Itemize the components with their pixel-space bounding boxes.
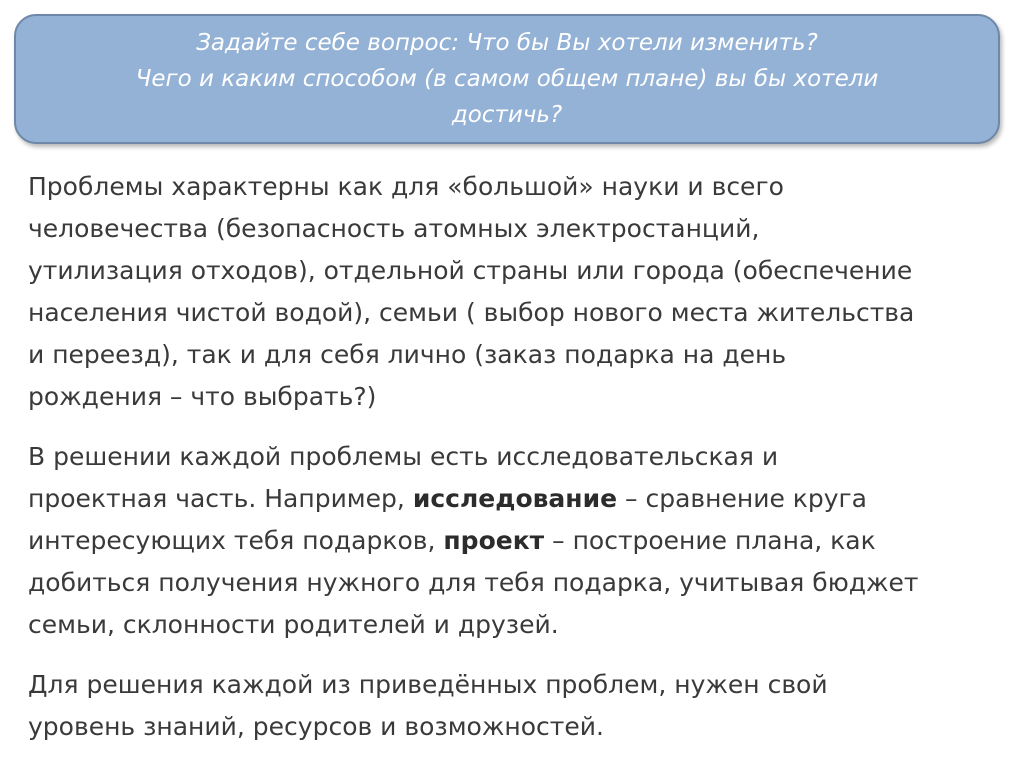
term-research: исследование [412, 484, 618, 513]
text-segment: – построение плана, как [544, 526, 876, 555]
paragraph-line: населения чистой водой), семьи ( выбор нового места жительства [28, 298, 915, 327]
question-line-1: Задайте себе вопрос: Что бы Вы хотели изменить? [196, 30, 818, 56]
text-segment: – сравнение круга [617, 484, 867, 513]
slide-body [28, 166, 1018, 766]
question-line-2: Чего и каким способом (в самом общем плане) вы бы хотели [135, 66, 879, 92]
paragraph-line: семьи, склонности родителей и друзей. [28, 610, 559, 639]
question-callout [14, 14, 1000, 144]
text-segment: интересующих тебя подарков, [28, 526, 444, 555]
paragraph-line: Для решения каждой из приведённых проблем, нужен свой [28, 670, 828, 699]
paragraph-line: добиться получения нужного для тебя подарка, учитывая бюджет [28, 568, 919, 597]
paragraph-line [28, 478, 1018, 520]
paragraph-line: В решении каждой проблемы есть исследовательская и [28, 442, 779, 471]
paragraph-line: утилизация отходов), отдельной страны или города (обеспечение [28, 256, 913, 285]
paragraph-line: и переезд), так и для себя лично (заказ подарка на день [28, 340, 787, 369]
paragraph-line: человечества (безопасность атомных электростанций, [28, 214, 760, 243]
paragraph-line: уровень знаний, ресурсов и возможностей. [28, 712, 604, 741]
question-line-3: достичь? [451, 102, 563, 128]
paragraph-research-project [28, 436, 1018, 646]
paragraph-line [28, 520, 1018, 562]
paragraph-problems [28, 166, 1018, 418]
term-project: проект [443, 526, 545, 555]
paragraph-resources [28, 664, 1018, 748]
paragraph-line: рождения – что выбрать?) [28, 382, 377, 411]
text-segment: проектная часть. Например, [28, 484, 413, 513]
paragraph-line: Проблемы характерны как для «большой» науки и всего [28, 172, 784, 201]
